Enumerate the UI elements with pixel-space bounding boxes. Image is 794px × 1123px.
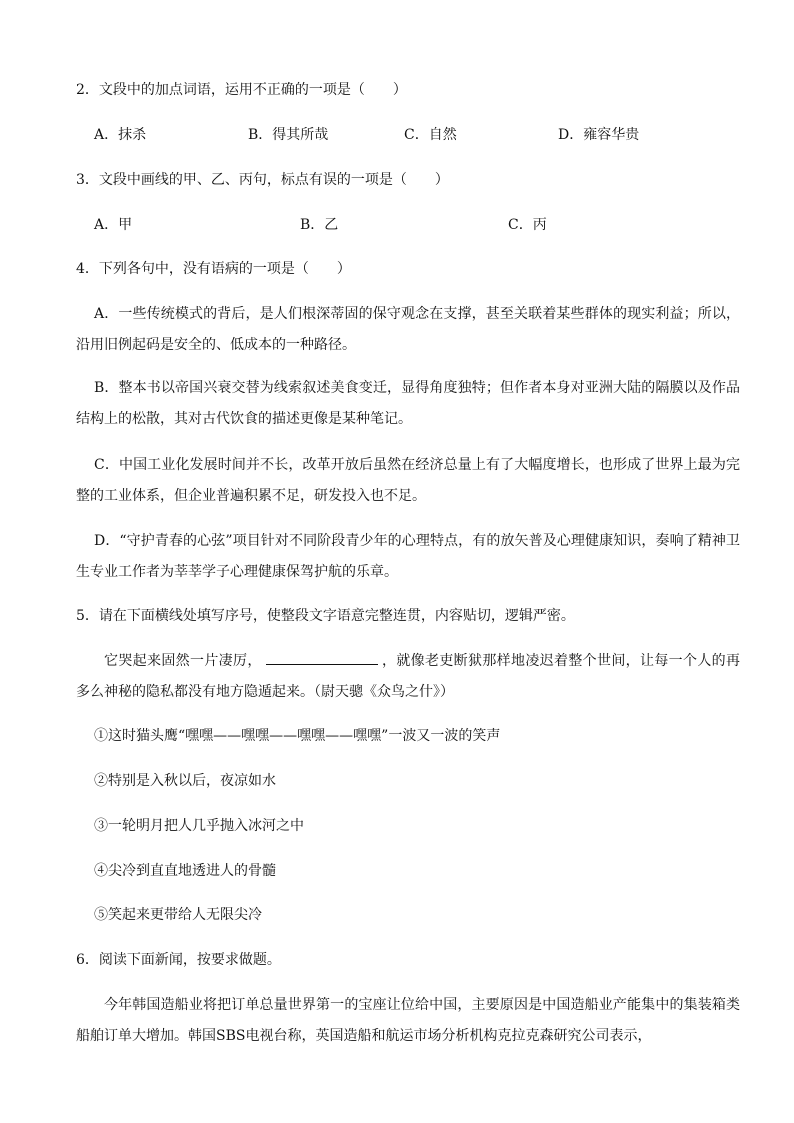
q5-item-5: ⑤笑起来更带给人无限尖冷 [94,907,262,923]
question-6-stem: 6．阅读下面新闻，按要求做题。 [76,952,281,968]
q4-option-c: C．中国工业化发展时间并不长，改革开放后虽然在经济总量上有了大幅度增长，也形成了世界上最为完整的工业体系，但企业普遍积累不足，研发投入也不足。 [76,457,740,504]
q3-option-b: B．乙 [300,217,339,233]
q5-item-3: ③一轮明月把人几乎抛入冰河之中 [94,818,304,834]
q4-option-d: D．“守护青春的心弦”项目针对不同阶段青少年的心理特点，有的放矢普及心理健康知识，奏响了精神卫生专业工作者为莘莘学子心理健康保驾护航的乐章。 [76,533,740,580]
question-2-stem: 2．文段中的加点词语，运用不正确的一项是（ ） [76,82,407,98]
q5-item-2: ②特别是入秋以后，夜凉如水 [94,773,276,789]
question-3-stem: 3．文段中画线的甲、乙、丙句，标点有误的一项是（ ） [76,172,449,188]
q5-passage-after: ，就像老吏断狱那样地凌迟着整个世间，让每一个人的再多么神秘的隐私都没有地方隐遁起来。（尉天骢《众鸟之什》） [76,653,741,700]
q5-passage [76,646,740,708]
q5-passage-before: 它哭起来固然一片凄厉， [104,653,262,669]
q4-option-a: A．一些传统模式的背后，是人们根深蒂固的保守观念在支撑，甚至关联着某些群体的现实利益；所以，沿用旧例起码是安全的、低成本的一种路径。 [76,306,740,353]
q2-option-c: C．自然 [404,127,457,143]
q5-item-1: ①这时猫头鹰“嘿嘿——嘿嘿——嘿嘿——嘿嘿”一波又一波的笑声 [94,728,501,744]
q3-option-c: C．丙 [508,217,547,233]
q5-item-4: ④尖冷到直直地透进人的骨髓 [94,863,276,879]
q2-option-b: B．得其所哉 [248,127,329,143]
fill-in-blank[interactable] [266,650,378,665]
question-4-stem: 4．下列各句中，没有语病的一项是（ ） [76,261,351,277]
q3-option-a: A．甲 [94,217,133,233]
q2-option-a: A．抹杀 [94,127,147,143]
question-2-options [94,125,714,145]
q6-passage: 今年韩国造船业将把订单总量世界第一的宝座让位给中国，主要原因是中国造船业产能集中的集装箱类船舶订单大增加。韩国SBS电视台称，英国造船和航运市场分析机构克拉克森研究公司表示， [76,997,740,1044]
question-5-stem: 5．请在下面横线处填写序号，使整段文字语意完整连贯，内容贴切，逻辑严密。 [76,608,575,624]
q2-option-d: D．雍容华贵 [558,127,640,143]
q4-option-b: B．整本书以帝国兴衰交替为线索叙述美食变迁，显得角度独特；但作者本身对亚洲大陆的隔膜以及作品结构上的松散，其对古代饮食的描述更像是某种笔记。 [76,380,740,427]
question-3-options [94,215,714,235]
